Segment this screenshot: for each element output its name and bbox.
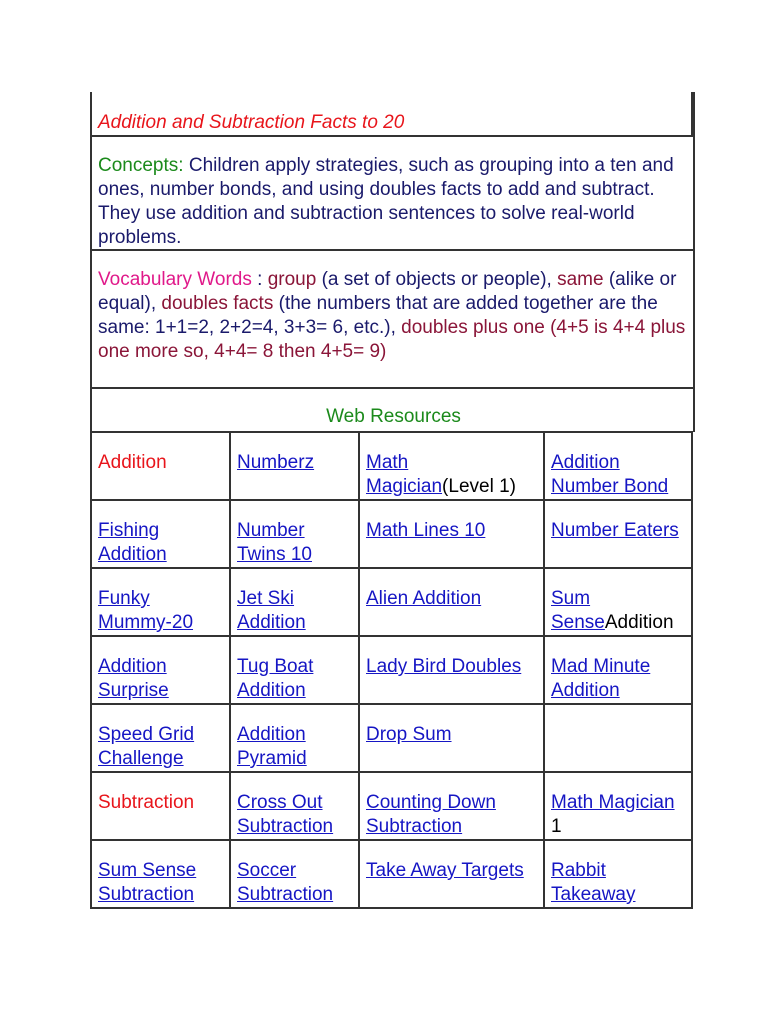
link-drop-sum[interactable]: Drop Sum (366, 724, 452, 745)
link-math-magician[interactable]: Math Magician (366, 452, 443, 497)
table-cell (91, 704, 230, 772)
page-title: Addition and Subtraction Facts to 20 (98, 112, 405, 133)
table-row (91, 772, 692, 840)
link-speed-grid-challenge[interactable]: Speed Grid Challenge (98, 724, 195, 769)
table-cell (91, 636, 230, 704)
table-cell (359, 432, 544, 500)
link-tug-boat-addition[interactable]: Tug Boat Addition (237, 656, 314, 701)
table-cell (91, 840, 230, 908)
link-counting-down-subtraction[interactable]: Counting Down Subtraction (366, 792, 496, 837)
table-row (91, 500, 692, 568)
table-cell (359, 704, 544, 772)
link-rabbit-takeaway[interactable]: Rabbit Takeaway (551, 860, 636, 905)
table-cell (544, 500, 692, 568)
vocabulary-label: Vocabulary Words (98, 269, 252, 290)
link-cross-out-subtraction[interactable]: Cross Out Subtraction (237, 792, 334, 837)
link-sum-sense[interactable]: Sum Sense (551, 588, 605, 633)
link-addition-number-bond[interactable]: Addition Number Bond (551, 452, 669, 497)
link-addition-pyramid[interactable]: Addition Pyramid (237, 724, 307, 769)
resources-table (90, 431, 693, 909)
section-label-subtraction: Subtraction (98, 792, 195, 813)
link-number-twins-10[interactable]: Number Twins 10 (237, 520, 312, 565)
vocab-term-doubles: doubles facts (161, 293, 274, 314)
concepts-text: Children apply strategies, such as grouping into a ten and ones, number bonds, and using doubles facts to add and subtract. They use addition and subtraction sentences to solve real-world problems. (98, 155, 674, 248)
link-alien-addition[interactable]: Alien Addition (366, 588, 482, 609)
empty-cell (544, 704, 692, 772)
table-cell (230, 568, 359, 636)
vocab-term-same: same (557, 269, 604, 290)
table-cell (230, 636, 359, 704)
link-soccer-subtraction[interactable]: Soccer Subtraction (237, 860, 334, 905)
link-mad-minute-addition[interactable]: Mad Minute Addition (551, 656, 651, 701)
vocabulary-block (90, 250, 695, 388)
table-cell (544, 568, 692, 636)
vocabulary-sep: : (251, 269, 268, 290)
link-sum-sense-subtraction[interactable]: Sum Sense Subtraction (98, 860, 197, 905)
link-numberz[interactable]: Numberz (237, 452, 315, 473)
table-cell (230, 772, 359, 840)
table-row (91, 432, 692, 500)
table-cell (359, 568, 544, 636)
table-cell (544, 772, 692, 840)
table-cell (91, 432, 230, 500)
concepts-block (90, 136, 695, 250)
link-lady-bird-doubles[interactable]: Lady Bird Doubles (366, 656, 522, 677)
link-math-magician-1[interactable]: Math Magician (551, 792, 675, 813)
table-cell (544, 636, 692, 704)
vocab-def-same: (alike or equal), (98, 269, 677, 314)
table-cell (359, 840, 544, 908)
table-row (91, 704, 692, 772)
link-addition-surprise[interactable]: Addition Surprise (98, 656, 169, 701)
concepts-label: Concepts (98, 155, 179, 176)
link-math-lines-10[interactable]: Math Lines 10 (366, 520, 486, 541)
table-cell (359, 500, 544, 568)
table-cell (230, 432, 359, 500)
concepts-colon: : (178, 155, 184, 176)
table-cell (230, 500, 359, 568)
table-cell (91, 500, 230, 568)
vocab-term-group: group (267, 269, 317, 290)
table-row (91, 840, 692, 908)
link-number-eaters[interactable]: Number Eaters (551, 520, 679, 541)
link-funky-mummy-20[interactable]: Funky Mummy-20 (98, 588, 194, 633)
title-block (90, 92, 695, 136)
level-note: (Level 1) (442, 476, 516, 497)
link-fishing-addition[interactable]: Fishing Addition (98, 520, 167, 565)
table-cell (359, 636, 544, 704)
vocab-def-doubles: (the numbers that are added together are the same: 1+1=2, 2+2=4, 3+3= 6, etc.), (98, 293, 658, 338)
sum-sense-suffix: Addition (604, 612, 674, 633)
math-magician-suffix: 1 (551, 816, 562, 837)
resources-title-block (90, 388, 695, 432)
table-cell (91, 568, 230, 636)
table-cell (359, 772, 544, 840)
resources-title: Web Resources (326, 406, 461, 427)
table-cell (230, 840, 359, 908)
table-row (91, 636, 692, 704)
concepts-paragraph (98, 154, 688, 250)
table-row (91, 568, 692, 636)
vocab-term-doubles-plus-one: doubles plus one (4+5 is 4+4 plus one more so, 4+4= 8 then 4+5= 9) (98, 317, 686, 362)
section-label-addition: Addition (98, 452, 167, 473)
table-cell (230, 704, 359, 772)
vocab-def-group: (a set of objects or people), (316, 269, 558, 290)
table-cell (544, 432, 692, 500)
link-jet-ski-addition[interactable]: Jet Ski Addition (237, 588, 306, 633)
link-take-away-targets[interactable]: Take Away Targets (366, 860, 524, 881)
vocabulary-paragraph (98, 268, 688, 364)
table-cell (91, 772, 230, 840)
table-cell (544, 840, 692, 908)
